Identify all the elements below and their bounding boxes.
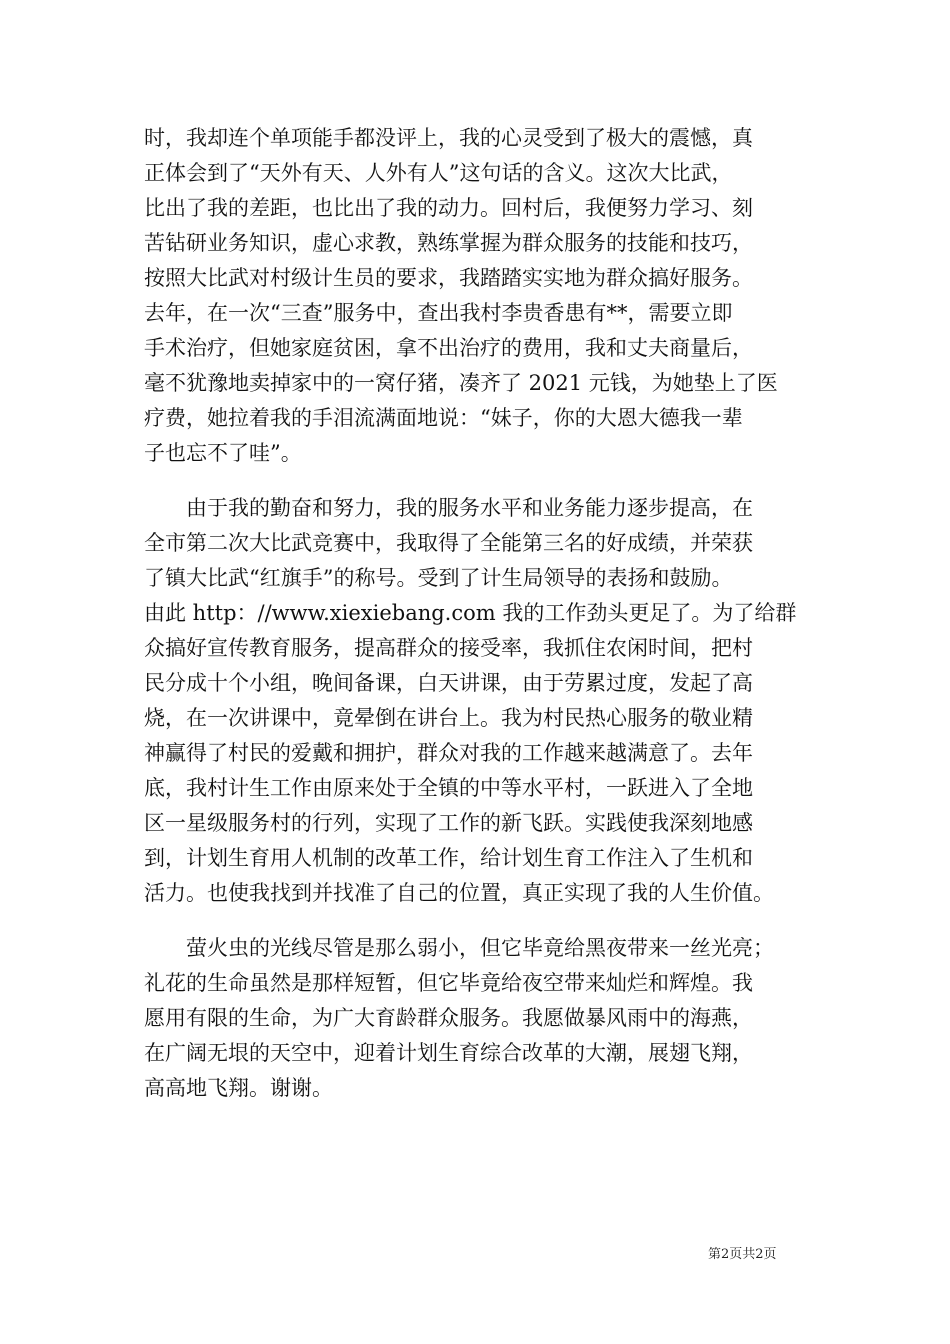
text-line: 神赢得了村民的爱戴和拥护，群众对我的工作越来越满意了。去年 (144, 741, 753, 765)
text-line: 比出了我的差距，也比出了我的动力。回村后，我便努力学习、刻 (144, 196, 753, 220)
text-line: 去年，在一次“三查”服务中，查出我村李贵香患有**，需要立即 (144, 301, 733, 325)
text-line: 在广阔无垠的天空中，迎着计划生育综合改革的大潮，展翅飞翔， (144, 1041, 753, 1065)
text-line: 时，我却连个单项能手都没评上，我的心灵受到了极大的震憾，真 (144, 126, 753, 150)
text-line: 愿用有限的生命，为广大育龄群众服务。我愿做暴风雨中的海燕， (144, 1006, 753, 1030)
text-line: 正体会到了“天外有天、人外有人”这句话的含义。这次大比武， (144, 161, 733, 185)
text-line: 苦钻研业务知识，虚心求教，熟练掌握为群众服务的技能和技巧， (144, 231, 753, 255)
text-line: 底，我村计生工作由原来处于全镇的中等水平村，一跃进入了全地 (144, 776, 753, 800)
text-line: 高高地飞翔。谢谢。 (144, 1076, 333, 1100)
text-line: 由此 http：//www.xiexiebang.com 我的工作劲头更足了。为了给群 (144, 601, 797, 625)
text-line: 礼花的生命虽然是那样短暂，但它毕竟给夜空带来灿烂和辉煌。我 (144, 971, 753, 995)
text-line: 到，计划生育用人机制的改革工作，给计划生育工作注入了生机和 (144, 846, 753, 870)
text-line: 子也忘不了哇”。 (144, 441, 302, 465)
paragraph-start-line: 由于我的勤奋和努力，我的服务水平和业务能力逐步提高，在 (186, 496, 753, 520)
text-line: 毫不犹豫地卖掉家中的一窝仔猪，凑齐了 2021 元钱，为她垫上了医 (144, 371, 778, 395)
text-line: 烧，在一次讲课中，竟晕倒在讲台上。我为村民热心服务的敬业精 (144, 706, 753, 730)
text-line: 区一星级服务村的行列，实现了工作的新飞跃。实践使我深刻地感 (144, 811, 753, 835)
text-line: 民分成十个小组，晚间备课，白天讲课，由于劳累过度，发起了高 (144, 671, 753, 695)
text-line: 手术治疗，但她家庭贫困，拿不出治疗的费用，我和丈夫商量后， (144, 336, 753, 360)
text-line: 全市第二次大比武竞赛中，我取得了全能第三名的好成绩，并荣获 (144, 531, 753, 555)
page-number-footer: 第2页共2页 (708, 1247, 777, 1262)
text-line: 按照大比武对村级计生员的要求，我踏踏实实地为群众搞好服务。 (144, 266, 753, 290)
text-line: 了镇大比武“红旗手”的称号。受到了计生局领导的表扬和鼓励。 (144, 566, 733, 590)
text-line: 疗费，她拉着我的手泪流满面地说：“妹子，你的大恩大德我一辈 (144, 406, 743, 430)
paragraph-start-line: 萤火虫的光线尽管是那么弱小，但它毕竟给黑夜带来一丝光亮； (186, 936, 774, 960)
text-line: 众搞好宣传教育服务，提高群众的接受率，我抓住农闲时间，把村 (144, 636, 753, 660)
text-line: 活力。也使我找到并找准了自己的位置，真正实现了我的人生价值。 (144, 881, 774, 905)
